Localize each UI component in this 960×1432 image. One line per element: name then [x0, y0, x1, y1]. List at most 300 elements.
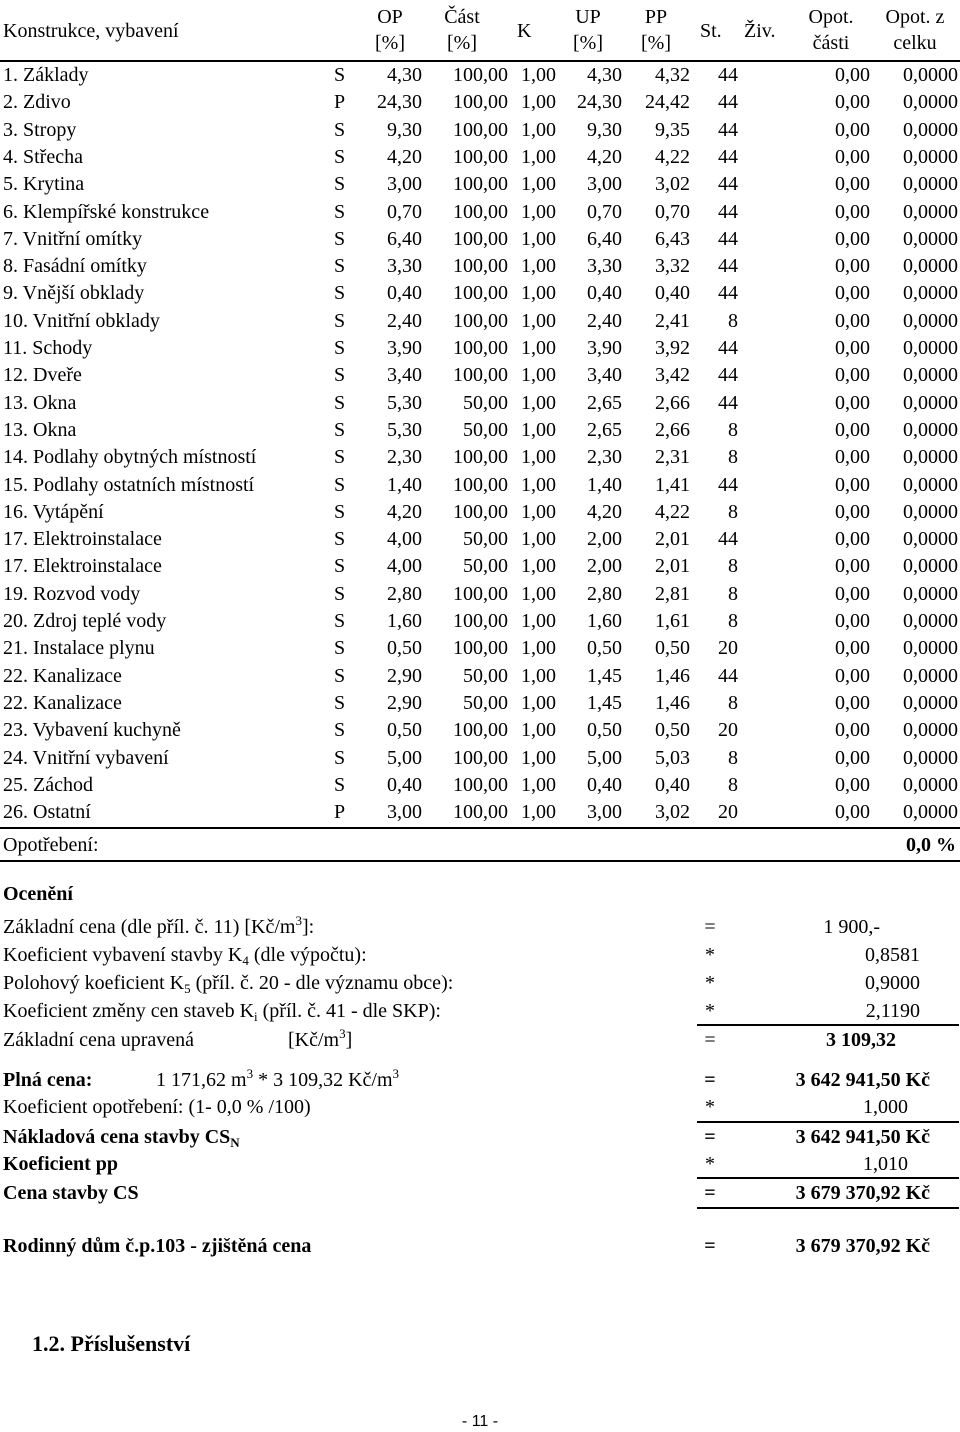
table-row	[0, 745, 960, 772]
row-opot-casti: 0,00	[835, 227, 870, 250]
row-type: S	[334, 773, 346, 796]
row-op: 9,30	[387, 118, 422, 141]
row-pp: 0,40	[655, 773, 690, 796]
row-cast: 50,00	[463, 664, 508, 687]
row-cast: 100,00	[453, 473, 508, 496]
row-op: 3,00	[387, 173, 422, 196]
row-opot-casti: 0,00	[835, 473, 870, 496]
row-opot-casti: 0,00	[835, 391, 870, 414]
table-row	[0, 772, 960, 799]
row-up: 5,00	[587, 746, 622, 769]
row-name: 24. Vnitřní vybavení	[3, 746, 169, 769]
row-k: 1,00	[521, 719, 556, 742]
row-pp: 24,42	[645, 91, 690, 114]
value-final: 3 679 370,92 Kč	[795, 1235, 930, 1257]
row-type: S	[334, 227, 346, 250]
row-op: 1,40	[387, 473, 422, 496]
row-st: 8	[728, 446, 738, 469]
row-opot-casti: 0,00	[835, 664, 870, 687]
row-pp: 2,01	[655, 555, 690, 578]
row-opot-celku: 0,0000	[903, 64, 958, 86]
row-type: S	[334, 664, 346, 687]
row-name: 22. Kanalizace	[3, 664, 122, 687]
row-type: S	[334, 282, 346, 305]
table-row	[0, 144, 960, 171]
row-type: S	[334, 637, 346, 660]
row-opot-celku: 0,0000	[903, 528, 958, 551]
table-row	[0, 117, 960, 144]
total-row	[0, 830, 960, 860]
row-up: 3,00	[587, 801, 622, 824]
table-row	[0, 199, 960, 226]
row-opot-casti: 0,00	[835, 500, 870, 523]
row-st: 20	[718, 637, 738, 660]
row-pp: 3,02	[655, 173, 690, 196]
row-type: P	[334, 801, 346, 824]
row-op: 5,30	[387, 418, 422, 441]
row-upravena	[0, 1026, 960, 1054]
row-opot-celku: 0,0000	[903, 391, 958, 414]
row-cast: 100,00	[453, 282, 508, 305]
row-name: 3. Stropy	[3, 118, 77, 141]
row-st: 44	[718, 64, 738, 86]
value-zakladni-cena: 1 900,-	[823, 916, 880, 938]
row-opot-celku: 0,0000	[903, 637, 958, 660]
op-pp: *	[705, 1153, 715, 1175]
row-st: 20	[718, 801, 738, 824]
row-pp: 1,61	[655, 610, 690, 632]
row-cast: 100,00	[453, 173, 508, 196]
row-cast: 100,00	[453, 500, 508, 523]
row-opot-casti: 0,00	[835, 719, 870, 742]
row-cast: 100,00	[453, 801, 508, 824]
row-opot-celku: 0,0000	[903, 173, 958, 196]
expr-plna-cena: 1 171,62 $m^3 * 3$ 109,32 $Kč/m^3$	[156, 1066, 399, 1091]
row-cast: 50,00	[463, 418, 508, 441]
row-name: 14. Podlahy obytných místností	[3, 446, 257, 469]
row-cast: 100,00	[453, 91, 508, 114]
table-row	[0, 226, 960, 253]
table-row	[0, 608, 960, 635]
row-st: 44	[718, 664, 738, 687]
row-name: 11. Schody	[3, 337, 93, 359]
row-op: 4,00	[387, 555, 422, 578]
row-k5	[0, 969, 960, 997]
row-opot-casti: 0,00	[835, 255, 870, 278]
row-opot-celku: 0,0000	[903, 746, 958, 769]
row-cast: 100,00	[453, 637, 508, 660]
row-op: 4,20	[387, 145, 422, 168]
table-row	[0, 472, 960, 499]
row-op: 2,30	[387, 446, 422, 469]
row-name: 8. Fasádní omítky	[3, 255, 147, 278]
row-name: 23. Vybavení kuchyně	[3, 719, 181, 742]
row-op: 2,90	[387, 691, 422, 714]
row-st: 44	[718, 91, 738, 114]
table-row	[0, 799, 960, 826]
row-k: 1,00	[521, 500, 556, 523]
row-opot-celku: 0,0000	[903, 227, 958, 250]
row-csn	[0, 1123, 960, 1151]
row-type: S	[334, 309, 346, 332]
row-pp: 4,32	[655, 64, 690, 86]
row-type: S	[334, 337, 346, 359]
row-name: 13. Okna	[3, 418, 77, 441]
row-up: 2,80	[587, 582, 622, 605]
row-name: 16. Vytápění	[3, 500, 104, 523]
row-pp: 3,92	[655, 337, 690, 359]
row-opot-casti: 0,00	[835, 145, 870, 168]
row-pp: 4,22	[655, 145, 690, 168]
label-pp: Koeficient pp	[3, 1153, 118, 1175]
row-cast: 100,00	[453, 227, 508, 250]
row-opot-casti: 0,00	[835, 309, 870, 332]
row-type: S	[334, 391, 346, 414]
row-cast: 100,00	[453, 255, 508, 278]
row-name: 17. Elektroinstalace	[3, 555, 162, 578]
header-opot-celku: Opot. z celku	[885, 6, 945, 54]
row-opot-celku: 0,0000	[903, 773, 958, 796]
row-pp: 1,46	[655, 691, 690, 714]
row-opot-casti: 0,00	[835, 118, 870, 141]
row-op: 0,50	[387, 719, 422, 742]
value-cs: 3 679 370,92 Kč	[795, 1182, 930, 1204]
row-op: 3,30	[387, 255, 422, 278]
row-type: S	[334, 364, 346, 387]
row-op: 5,30	[387, 391, 422, 414]
row-opot-casti: 0,00	[835, 637, 870, 660]
row-ki	[0, 997, 960, 1025]
table-row	[0, 581, 960, 608]
row-k: 1,00	[521, 282, 556, 305]
row-k: 1,00	[521, 418, 556, 441]
row-st: 8	[728, 418, 738, 441]
row-opot-casti: 0,00	[835, 773, 870, 796]
row-k: 1,00	[521, 255, 556, 278]
table-row	[0, 362, 960, 389]
row-up: 6,40	[587, 227, 622, 250]
row-opot-casti: 0,00	[835, 282, 870, 305]
row-cast: 100,00	[453, 446, 508, 469]
value-k5: 0,9000	[865, 972, 920, 994]
row-opot-celku: 0,0000	[903, 309, 958, 332]
row-name: 22. Kanalizace	[3, 691, 122, 714]
row-pp: 2,01	[655, 528, 690, 551]
row-up: 1,40	[587, 473, 622, 496]
row-opot-celku: 0,0000	[903, 719, 958, 742]
row-k: 1,00	[521, 91, 556, 114]
table-row	[0, 663, 960, 690]
table-row	[0, 62, 960, 89]
value-pp: 1,010	[863, 1153, 908, 1175]
label-upravena: Základní cena upravená	[3, 1029, 195, 1051]
row-type: S	[334, 200, 346, 223]
valuation-heading: Ocenění	[3, 883, 73, 905]
row-k: 1,00	[521, 118, 556, 141]
label-zakladni-cena: Základní cena (dle příl. č. 11) $[Kč/m^3]$:	[3, 913, 315, 938]
value-plna-cena: 3 642 941,50 Kč	[795, 1069, 930, 1091]
row-up: 2,65	[587, 418, 622, 441]
row-name: 15. Podlahy ostatních místností	[3, 473, 255, 496]
row-pp: 3,42	[655, 364, 690, 387]
row-st: 44	[718, 337, 738, 359]
value-opotrebeni: 1,000	[863, 1096, 908, 1118]
row-name: 9. Vnější obklady	[3, 282, 145, 305]
row-opot-celku: 0,0000	[903, 255, 958, 278]
row-k: 1,00	[521, 227, 556, 250]
row-op: 0,40	[387, 282, 422, 305]
row-cast: 100,00	[453, 337, 508, 359]
row-opot-celku: 0,0000	[903, 282, 958, 305]
row-st: 8	[728, 500, 738, 523]
op-upravena: =	[704, 1029, 716, 1051]
row-op: 2,40	[387, 309, 422, 332]
row-opot-casti: 0,00	[835, 64, 870, 86]
label-opotrebeni: Koeficient opotřebení: (1- 0,0 % /100)	[3, 1096, 311, 1118]
row-opot-casti: 0,00	[835, 446, 870, 469]
row-opot-casti: 0,00	[835, 91, 870, 114]
table-row	[0, 89, 960, 116]
row-opot-celku: 0,0000	[903, 91, 958, 114]
row-st: 44	[718, 364, 738, 387]
row-st: 44	[718, 118, 738, 141]
row-pp: 0,40	[655, 282, 690, 305]
row-st: 8	[728, 309, 738, 332]
row-name: 5. Krytina	[3, 173, 85, 196]
row-k: 1,00	[521, 582, 556, 605]
row-cast: 50,00	[463, 691, 508, 714]
row-up: 1,45	[587, 664, 622, 687]
op-zakladni-cena: =	[704, 916, 716, 938]
row-pp: 0,50	[655, 719, 690, 742]
op-final: =	[704, 1235, 716, 1257]
row-st: 44	[718, 227, 738, 250]
row-opot-celku: 0,0000	[903, 118, 958, 141]
row-name: 13. Okna	[3, 391, 77, 414]
row-st: 8	[728, 610, 738, 632]
table-row	[0, 417, 960, 444]
row-cast: 50,00	[463, 391, 508, 414]
row-st: 44	[718, 173, 738, 196]
row-type: S	[334, 118, 346, 141]
row-opot-casti: 0,00	[835, 691, 870, 714]
row-name: 10. Vnitřní obklady	[3, 309, 160, 332]
row-op: 4,30	[387, 64, 422, 86]
row-name: 17. Elektroinstalace	[3, 528, 162, 551]
header-ziv: Živ.	[744, 20, 776, 42]
table-row	[0, 717, 960, 744]
row-pp: 2,66	[655, 391, 690, 414]
row-up: 0,40	[587, 773, 622, 796]
row-k: 1,00	[521, 801, 556, 824]
row-opot-casti: 0,00	[835, 173, 870, 196]
table-row	[0, 444, 960, 471]
row-k4	[0, 941, 960, 969]
row-pp: 6,43	[655, 227, 690, 250]
table-row	[0, 690, 960, 717]
total-value: 0,0 %	[906, 834, 956, 856]
label-k5: Polohový koeficient $K_5$ (příl. č. 20 - dle významu obce):	[3, 972, 454, 996]
row-k: 1,00	[521, 173, 556, 196]
row-cast: 100,00	[453, 200, 508, 223]
op-opotrebeni: *	[705, 1096, 715, 1118]
row-opot-celku: 0,0000	[903, 473, 958, 496]
row-st: 44	[718, 145, 738, 168]
table-row	[0, 335, 960, 362]
row-k: 1,00	[521, 637, 556, 660]
row-st: 44	[718, 255, 738, 278]
row-up: 2,40	[587, 309, 622, 332]
row-name: 19. Rozvod vody	[3, 582, 141, 605]
value-upravena: 3 109,32	[826, 1029, 896, 1051]
row-type: S	[334, 719, 346, 742]
row-op: 0,40	[387, 773, 422, 796]
row-op: 24,30	[377, 91, 422, 114]
row-name: 25. Záchod	[3, 773, 93, 796]
row-pp: 0,70	[655, 200, 690, 223]
unit-upravena: $[Kč/m^3]$	[288, 1026, 353, 1051]
row-op: 3,90	[387, 337, 422, 359]
row-up: 1,60	[587, 610, 622, 632]
row-opot-celku: 0,0000	[903, 337, 958, 359]
table-row	[0, 253, 960, 280]
row-type: S	[334, 691, 346, 714]
row-name: 26. Ostatní	[3, 801, 91, 824]
row-type: S	[334, 528, 346, 551]
row-cs	[0, 1179, 960, 1207]
row-opot-celku: 0,0000	[903, 664, 958, 687]
row-k: 1,00	[521, 145, 556, 168]
row-pp: 3,32	[655, 255, 690, 278]
row-st: 44	[718, 282, 738, 305]
op-plna-cena: =	[704, 1069, 716, 1091]
row-opot-casti: 0,00	[835, 610, 870, 632]
table-row	[0, 308, 960, 335]
row-up: 2,00	[587, 528, 622, 551]
row-st: 8	[728, 773, 738, 796]
row-opot-celku: 0,0000	[903, 418, 958, 441]
row-up: 3,00	[587, 173, 622, 196]
row-type: S	[334, 746, 346, 769]
row-st: 44	[718, 200, 738, 223]
label-csn: Nákladová cena stavby $CS_N$	[3, 1126, 240, 1150]
row-type: S	[334, 255, 346, 278]
row-opot-casti: 0,00	[835, 528, 870, 551]
header-cast: Část [%]	[444, 6, 480, 54]
row-up: 4,30	[587, 64, 622, 86]
row-type: S	[334, 610, 346, 632]
row-opot-casti: 0,00	[835, 801, 870, 824]
value-csn: 3 642 941,50 Kč	[795, 1126, 930, 1148]
label-ki: Koeficient změny cen staveb $K_i$ (příl. č. 41 - dle SKP):	[3, 1000, 441, 1024]
row-up: 2,30	[587, 446, 622, 469]
label-cs: Cena stavby CS	[3, 1182, 139, 1204]
row-up: 9,30	[587, 118, 622, 141]
row-op: 6,40	[387, 227, 422, 250]
row-op: 2,80	[387, 582, 422, 605]
row-name: 2. Zdivo	[3, 91, 71, 114]
row-st: 44	[718, 391, 738, 414]
row-k: 1,00	[521, 200, 556, 223]
op-cs: =	[704, 1182, 716, 1204]
op-csn: =	[704, 1126, 716, 1148]
row-final	[0, 1232, 960, 1260]
row-op: 1,60	[387, 610, 422, 632]
row-plna-cena	[0, 1066, 960, 1094]
row-opot-celku: 0,0000	[903, 801, 958, 824]
row-type: S	[334, 64, 346, 86]
row-up: 0,40	[587, 282, 622, 305]
row-opot-celku: 0,0000	[903, 691, 958, 714]
row-k: 1,00	[521, 664, 556, 687]
row-op: 4,00	[387, 528, 422, 551]
row-type: S	[334, 582, 346, 605]
row-cast: 100,00	[453, 145, 508, 168]
row-cast: 100,00	[453, 719, 508, 742]
row-name: 20. Zdroj teplé vody	[3, 610, 167, 632]
row-type: P	[334, 91, 346, 114]
row-opotrebeni	[0, 1093, 960, 1121]
value-k4: 0,8581	[865, 944, 920, 966]
row-st: 8	[728, 691, 738, 714]
table-row	[0, 280, 960, 307]
row-zakladni-cena	[0, 913, 960, 941]
row-opot-celku: 0,0000	[903, 200, 958, 223]
row-opot-casti: 0,00	[835, 200, 870, 223]
row-k: 1,00	[521, 555, 556, 578]
row-cast: 100,00	[453, 309, 508, 332]
row-k: 1,00	[521, 364, 556, 387]
table-row	[0, 390, 960, 417]
row-cast: 100,00	[453, 773, 508, 796]
row-name: 6. Klempířské konstrukce	[3, 200, 210, 223]
row-k: 1,00	[521, 337, 556, 359]
value-ki: 2,1190	[865, 1000, 920, 1022]
row-pp: 3,02	[655, 801, 690, 824]
row-type: S	[334, 473, 346, 496]
row-pp: 2,41	[655, 309, 690, 332]
row-cast: 50,00	[463, 555, 508, 578]
table-header	[0, 0, 960, 60]
rule-4	[697, 1207, 959, 1209]
row-up: 4,20	[587, 145, 622, 168]
header-k: K	[517, 20, 532, 42]
row-type: S	[334, 446, 346, 469]
row-pp: 2,66	[655, 418, 690, 441]
row-opot-celku: 0,0000	[903, 500, 958, 523]
row-up: 0,50	[587, 637, 622, 660]
row-k: 1,00	[521, 391, 556, 414]
row-name: 4. Střecha	[3, 145, 83, 168]
row-type: S	[334, 500, 346, 523]
row-op: 0,70	[387, 200, 422, 223]
row-pp: 2,81	[655, 582, 690, 605]
row-st: 44	[718, 473, 738, 496]
row-pp: 0,50	[655, 637, 690, 660]
row-up: 3,90	[587, 337, 622, 359]
row-st: 8	[728, 555, 738, 578]
row-up: 1,45	[587, 691, 622, 714]
row-k: 1,00	[521, 773, 556, 796]
row-op: 2,90	[387, 664, 422, 687]
row-opot-celku: 0,0000	[903, 446, 958, 469]
row-opot-celku: 0,0000	[903, 610, 958, 632]
row-k: 1,00	[521, 528, 556, 551]
op-k4: *	[705, 944, 715, 966]
header-op: OP [%]	[375, 6, 405, 54]
row-pp	[0, 1150, 960, 1178]
row-st: 8	[728, 582, 738, 605]
